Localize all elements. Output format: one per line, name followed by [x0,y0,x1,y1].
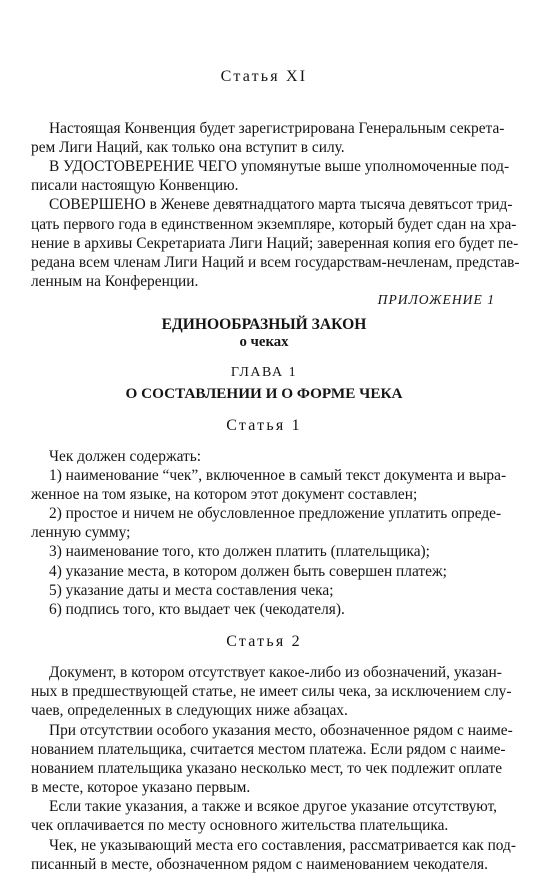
article-1-item2-line1: 2) простое и ничем не обусловленное предложение уплатить опреде- [49,505,502,523]
article-xi-para3-line2: цать первого года в единственном экземпляре, который будет сдан на хра- [31,215,517,233]
law-subtitle: о чеках [239,334,289,351]
article-1-intro: Чек должен содержать: [49,447,202,465]
article-1-item6: 6) подпись того, кто выдает чек (чекодателя). [49,600,345,618]
article-xi-para3-line5: ленным на Конференции. [31,273,199,291]
article-xi-para3-line1: СОВЕРШЕНО в Женеве девятнадцатого марта тысяча девятьсот трид- [49,196,513,214]
law-title: ЕДИНООБРАЗНЫЙ ЗАКОН [161,316,367,334]
article-1-item1-line2: женное на том языке, на котором этот документ составлен; [31,485,418,503]
article-1-item4: 4) указание места, в котором должен быть совершен платеж; [49,562,447,580]
article-2-title: Статья 2 [226,633,302,651]
appendix-label: ПРИЛОЖЕНИЕ 1 [377,292,495,308]
article-2-para2-line2: нованием плательщика, считается местом платежа. Если рядом с наиме- [31,740,506,758]
article-1-item1-line1: 1) наименование “чек”, включенное в самый текст документа и выра- [49,466,507,484]
article-xi-para1-line1: Настоящая Конвенция будет зарегистрирована Генеральным секрета- [49,119,505,137]
chapter-label: ГЛАВА 1 [230,365,298,381]
chapter-title: О СОСТАВЛЕНИИ И О ФОРМЕ ЧЕКА [125,385,403,403]
article-2-para2-line4: в месте, которое указано первым. [31,779,251,797]
article-1-item3: 3) наименование того, кто должен платить (плательщика); [49,543,430,561]
article-2-para2-line3: нованием плательщика указано несколько мест, то чек подлежит оплате [31,759,503,777]
article-2-para1-line3: чаев, определенных в следующих ниже абзацах. [31,702,348,720]
article-1-item5: 5) указание даты и места составления чека; [49,581,334,599]
article-xi-para3-line4: редана всем членам Лиги Наций и всем государствам-нечленам, представ- [31,253,520,271]
article-xi-para2-line2: писали настоящую Конвенцию. [31,177,239,195]
article-2-para3-line1: Если такие указания, а также и всякое другое указание отсутствуют, [49,798,497,816]
article-xi-para2-line1: В УДОСТОВЕРЕНИЕ ЧЕГО упомянутые выше уполномоченные под- [49,158,510,176]
article-2-para3-line2: чек оплачивается по месту основного жительства плательщика. [31,817,449,835]
article-2-para4-line2: писанный в месте, обозначенном рядом с наименованием чекодателя. [31,855,488,873]
article-2-para1-line1: Документ, в котором отсутствует какое-либо из обозначений, указан- [49,664,502,682]
article-xi-para1-line2: рем Лиги Наций, как только она вступит в силу. [31,138,345,156]
article-xi-para3-line3: нение в архивы Секретариата Лиги Наций; заверенная копия его будет пе- [31,234,519,252]
article-1-item2-line2: ленную сумму; [31,524,131,542]
article-2-para2-line1: При отсутствии особого указания место, обозначенное рядом с наиме- [49,721,513,739]
article-2-para4-line1: Чек, не указывающий места его составления, рассматривается как под- [49,836,517,854]
article-xi-title: Статья XI [220,68,308,85]
article-1-title: Статья 1 [226,416,302,434]
article-2-para1-line2: ных в предшествующей статье, не имеет силы чека, за исключением слу- [31,683,512,701]
